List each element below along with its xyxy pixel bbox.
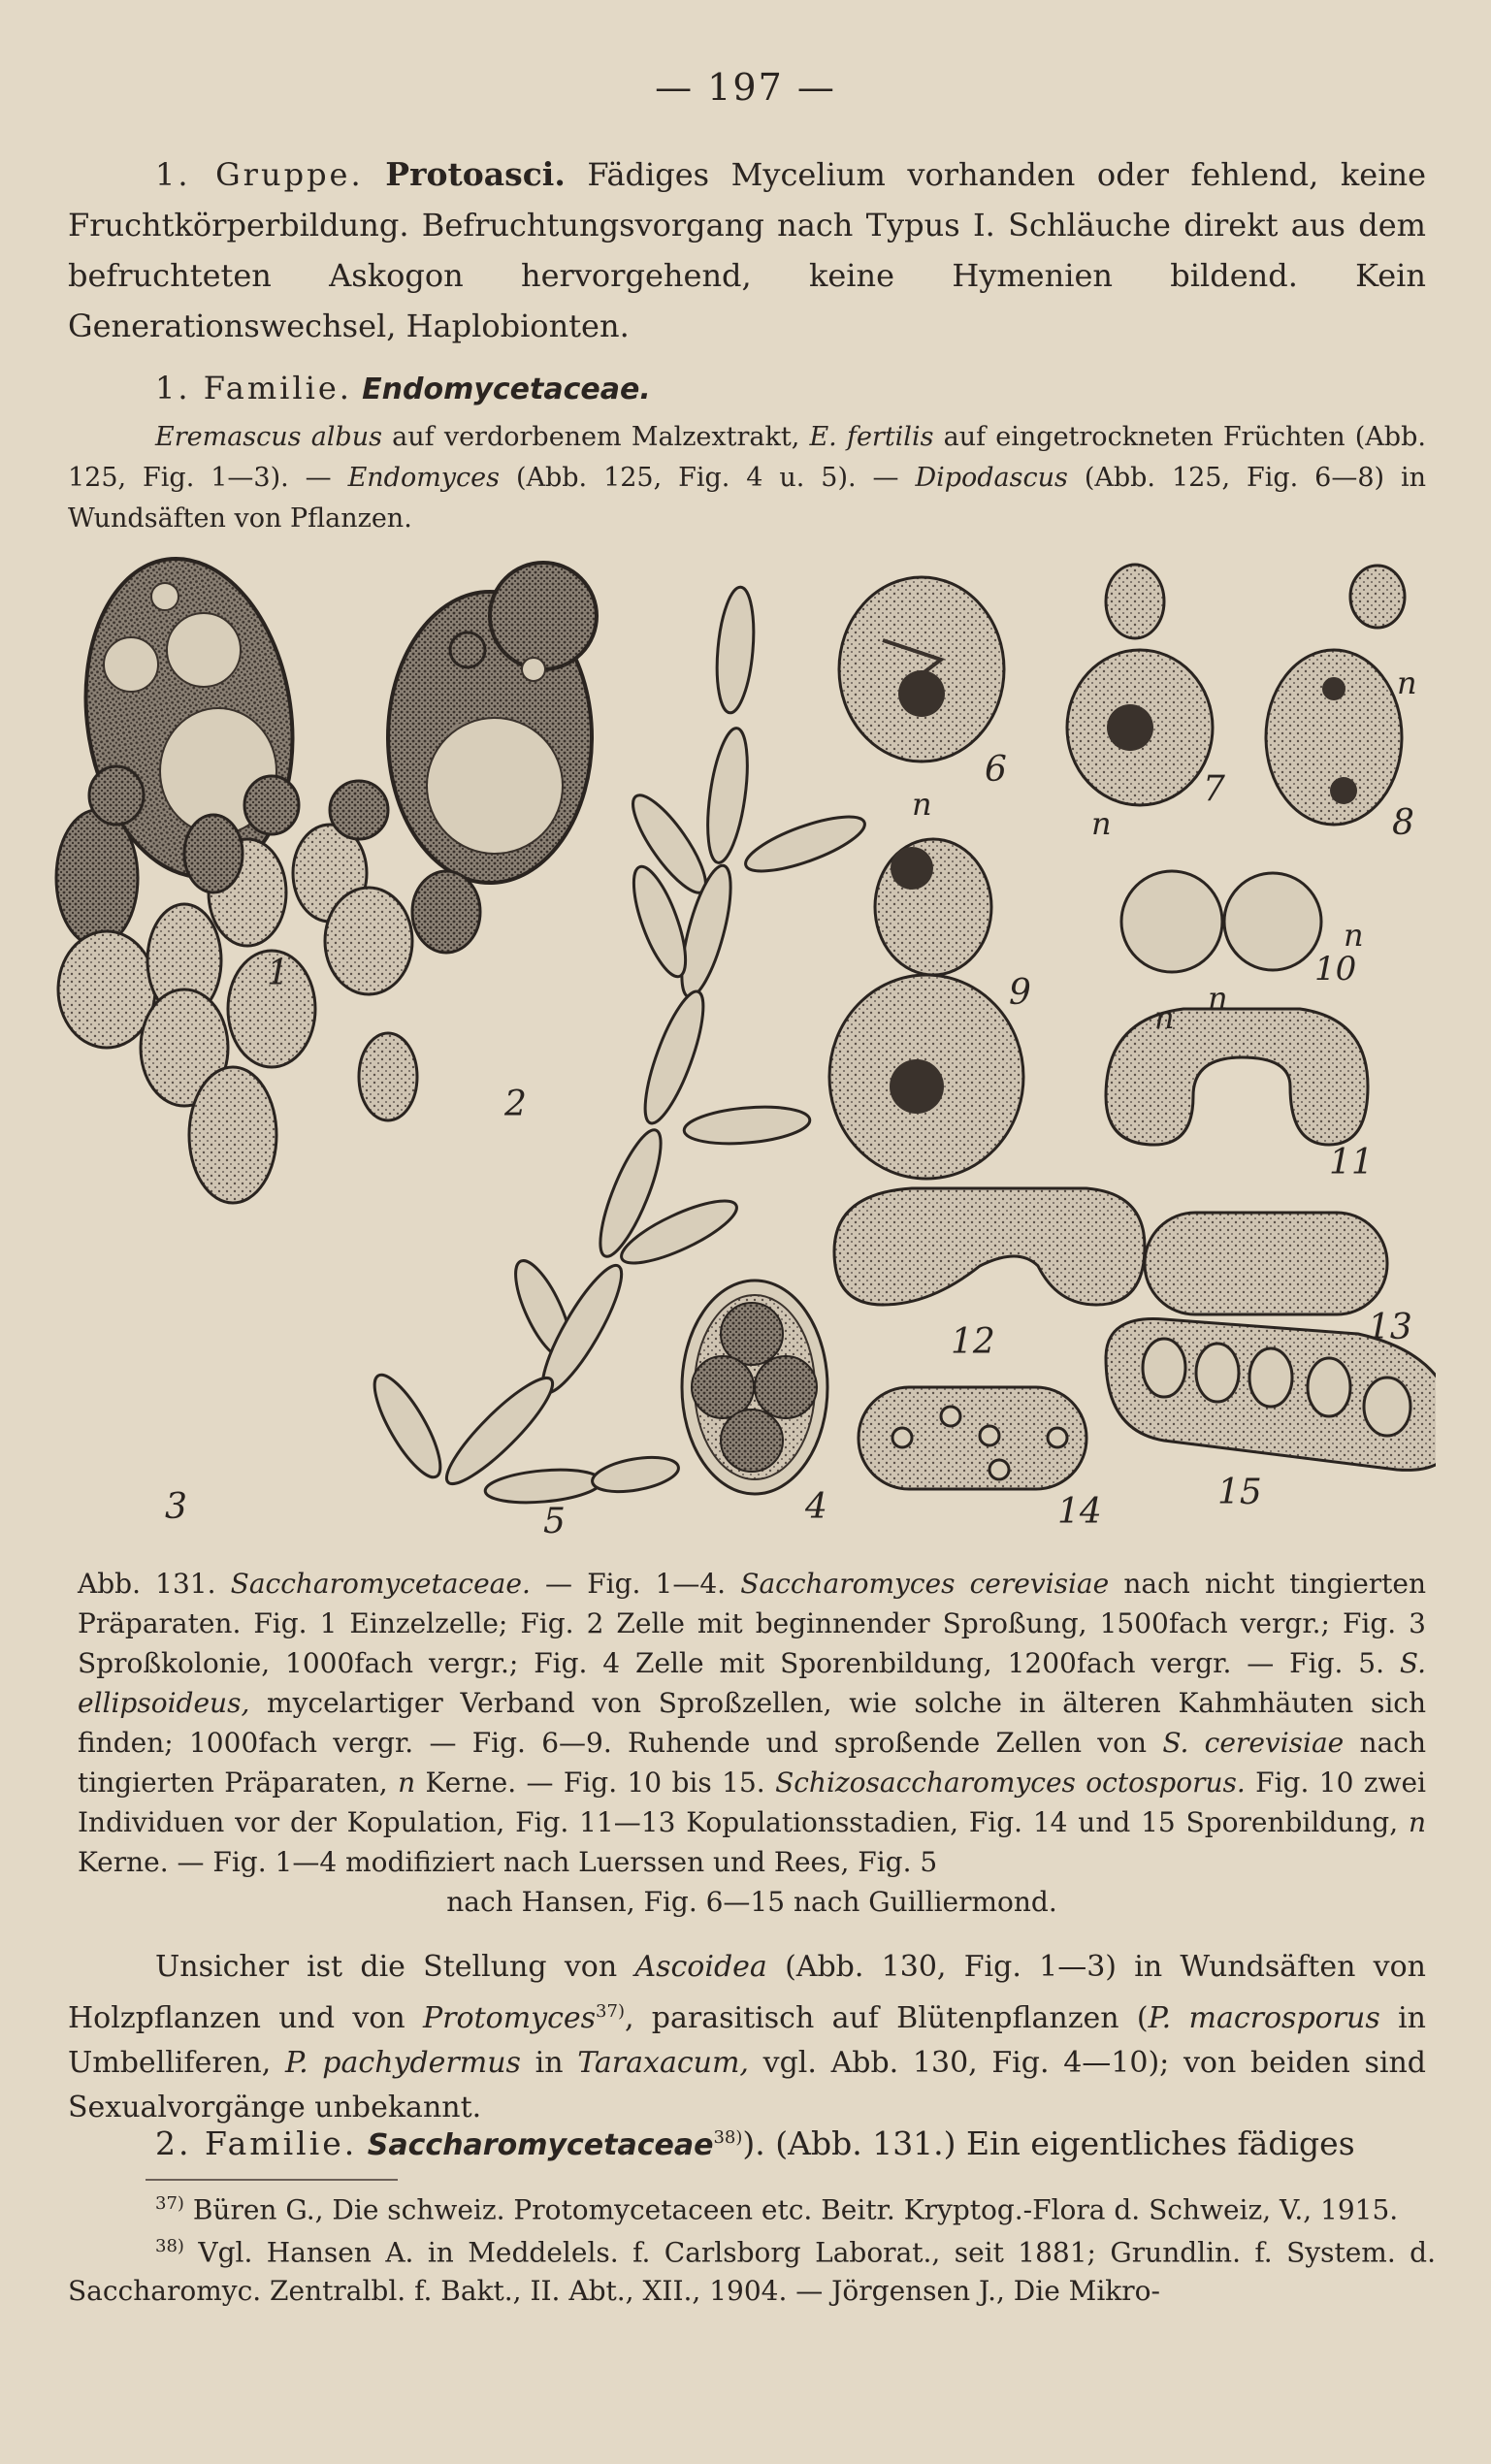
family1-text xyxy=(68,417,1426,539)
family2-prefix: 2. Familie. xyxy=(155,2124,358,2162)
family1-text1: auf verdorbenem Malzextrakt, xyxy=(392,422,800,452)
group-prefix: 1. Gruppe. xyxy=(155,156,364,193)
caption-part6: Fig. 10 zwei Individuen vor der Kopulation, Fig. 11—13 Kopulationsstadien, Fig. 14 und 15 Sporenbildung, xyxy=(78,1767,1427,1838)
fig-label-n-10b: n xyxy=(1344,917,1364,954)
fig-label-3: 3 xyxy=(165,1487,187,1527)
fig-label-n-7: n xyxy=(1091,805,1112,842)
p2-sp2: Protomyces xyxy=(422,2001,597,2035)
figure-caption xyxy=(78,1564,1426,1922)
p2-t6: vgl. Abb. 130, Fig. 4—10); von beiden sind Sexualvorgänge unbekannt. xyxy=(68,2046,1426,2124)
family1-species4: Dipodascus xyxy=(915,463,1068,493)
p2-sp4: P. pachydermus xyxy=(284,2046,521,2080)
fig-label-n-6: n xyxy=(912,786,932,823)
fig-label-2: 2 xyxy=(504,1085,527,1124)
footnote-37 xyxy=(68,2185,1436,2229)
fig11-copulation xyxy=(1106,1009,1368,1145)
footnote-37-ref: 37) xyxy=(155,2193,184,2214)
paragraph-ascoidea xyxy=(68,1945,1426,2130)
fig-label-4: 4 xyxy=(805,1487,827,1527)
fig-label-8: 8 xyxy=(1392,803,1414,843)
caption-n1: n xyxy=(398,1767,416,1799)
group-paragraph xyxy=(68,149,1426,351)
fig-label-14: 14 xyxy=(1057,1492,1102,1532)
fig10-pre-copulation xyxy=(1121,871,1321,972)
fig-label-9: 9 xyxy=(1009,973,1031,1013)
p2-sp1: Ascoidea xyxy=(634,1950,767,1984)
family1-text3: (Abb. 125, Fig. 4 u. 5). — xyxy=(515,463,899,493)
figure-illustration xyxy=(39,553,1436,1557)
fig2-budding-cell xyxy=(388,563,597,883)
p2-sp5: Taraxacum, xyxy=(577,2046,749,2080)
caption-species1: Saccharomyces cerevisiae xyxy=(740,1568,1110,1600)
p2-sp3: P. macrosporus xyxy=(1148,2001,1380,2035)
caption-part2: nach nicht tingierten Präparaten. Fig. 1 Einzelzelle; Fig. 2 Zelle mit beginnender Sproßung, 1500fach vergr.; Fig. 3 Sproßkolonie, 1000fach vergr.; Fig. 4 Zelle mit Sporenbildung, 1200fach vergr. — Fig. 5. xyxy=(78,1568,1427,1679)
family2-name: Saccharomycetaceae xyxy=(367,2128,714,2162)
fig7-budding-cell xyxy=(1067,565,1213,805)
fig-label-10: 10 xyxy=(1314,950,1357,989)
footnote-38-text: Vgl. Hansen A. in Meddelels. f. Carlsborg Laborat., seit 1881; Grundlin. f. System. d. Saccharomyc. Zentralbl. f. Bakt., II. Abt., XII., 1904. — Jörgensen J., Die Mikro- xyxy=(68,2236,1436,2308)
p2-t2: (Abb. 130, Fig. 1—3) in Wundsäften von Holzpflanzen und von xyxy=(68,1950,1426,2035)
fig-label-12: 12 xyxy=(951,1322,995,1362)
fig-label-15: 15 xyxy=(1217,1473,1262,1512)
group-text: Fädiges Mycelium vorhanden oder fehlend, keine Fruchtkörperbildung. Befruchtungsvorgang nach Typus I. Schläuche direkt aus dem befruchteten Askogon hervorgehend, keine Hymenien bildend. Kein Generationswechsel, Haplobionten. xyxy=(68,156,1427,344)
fig-label-6: 6 xyxy=(985,750,1007,790)
fig4-spore-cell xyxy=(682,1281,827,1494)
fig-label-n-10a: n xyxy=(1154,999,1175,1036)
caption-n2: n xyxy=(1408,1806,1427,1838)
fig13-copulation xyxy=(1145,1213,1387,1314)
caption-species3: S. cerevisiae xyxy=(1162,1727,1345,1759)
caption-part7: Kerne. — Fig. 1—4 modifiziert nach Luerssen und Rees, Fig. 5 xyxy=(78,1846,938,1878)
group-name: Protoasci. xyxy=(385,155,566,193)
p2-fnref: 37) xyxy=(596,2001,625,2022)
family1-name: Endomycetaceae. xyxy=(362,373,651,406)
fig-label-7: 7 xyxy=(1203,769,1225,809)
page-number: — 197 — xyxy=(655,66,836,109)
fig-label-n-8: n xyxy=(1397,665,1417,701)
caption-family: Saccharomycetaceae. xyxy=(230,1568,531,1600)
footnote-rule xyxy=(146,2179,398,2181)
family2-heading xyxy=(68,2113,1426,2171)
fig-label-13: 13 xyxy=(1368,1308,1412,1347)
family1-species2: E. fertilis xyxy=(809,422,934,452)
family1-species1: Eremascus albus xyxy=(155,422,382,452)
fig-label-5: 5 xyxy=(543,1502,566,1541)
fig6-resting-cell xyxy=(839,577,1004,762)
caption-part4: nach tingierten Präparaten, xyxy=(78,1727,1426,1799)
caption-last-line: nach Hansen, Fig. 6—15 nach Guilliermond. xyxy=(446,1886,1057,1918)
fig-label-11: 11 xyxy=(1329,1143,1374,1183)
caption-species2: S. ellipsoideus, xyxy=(78,1647,1427,1719)
family1-prefix: 1. Familie. xyxy=(155,370,352,406)
footnote-38-ref: 38) xyxy=(155,2236,184,2256)
caption-part5: Kerne. — Fig. 10 bis 15. xyxy=(425,1767,765,1799)
fig-label-n-11: n xyxy=(1208,980,1228,1017)
fig9-budding-cell xyxy=(829,839,1023,1179)
family1-species3: Endomyces xyxy=(347,463,501,493)
figure-drawing xyxy=(39,553,1436,1557)
caption-part1: — Fig. 1—4. xyxy=(545,1568,727,1600)
fig12-copulation xyxy=(834,1188,1145,1305)
fig8-budding-cell xyxy=(1266,566,1405,825)
family2-fnref: 38) xyxy=(713,2127,743,2148)
family1-text2: auf eingetrockneten Früchten (Abb. 125, Fig. 1—3). — xyxy=(68,422,1426,493)
caption-part3: mycelartiger Verband von Sproßzellen, wie solche in älteren Kahmhäuten sich finden; 1000fach vergr. — Fig. 6—9. Ruhende und sproßende Zellen von xyxy=(78,1687,1426,1759)
fig14-spore-formation xyxy=(859,1387,1086,1489)
fig-label-1: 1 xyxy=(267,954,289,993)
footnote-38 xyxy=(68,2227,1436,2311)
caption-abb: Abb. 131. xyxy=(78,1568,216,1600)
footnote-37-text: Büren G., Die schweiz. Protomycetaceen etc. Beitr. Kryptog.-Flora d. Schweiz, V., 1915. xyxy=(192,2193,1399,2226)
caption-species4: Schizosaccharomyces octosporus. xyxy=(775,1767,1246,1799)
p2-t3: , parasitisch auf Blütenpflanzen ( xyxy=(624,2001,1149,2035)
family2-text: ). (Abb. 131.) Ein eigentliches fädiges xyxy=(742,2124,1355,2162)
p2-t4: in Umbelliferen, xyxy=(68,2001,1426,2080)
family1-text4: (Abb. 125, Fig. 6—8) in Wundsäften von Pflanzen. xyxy=(68,463,1426,534)
p2-t5: in xyxy=(535,2046,564,2080)
family1-heading xyxy=(68,363,1426,415)
p2-t1: Unsicher ist die Stellung von xyxy=(155,1950,618,1984)
